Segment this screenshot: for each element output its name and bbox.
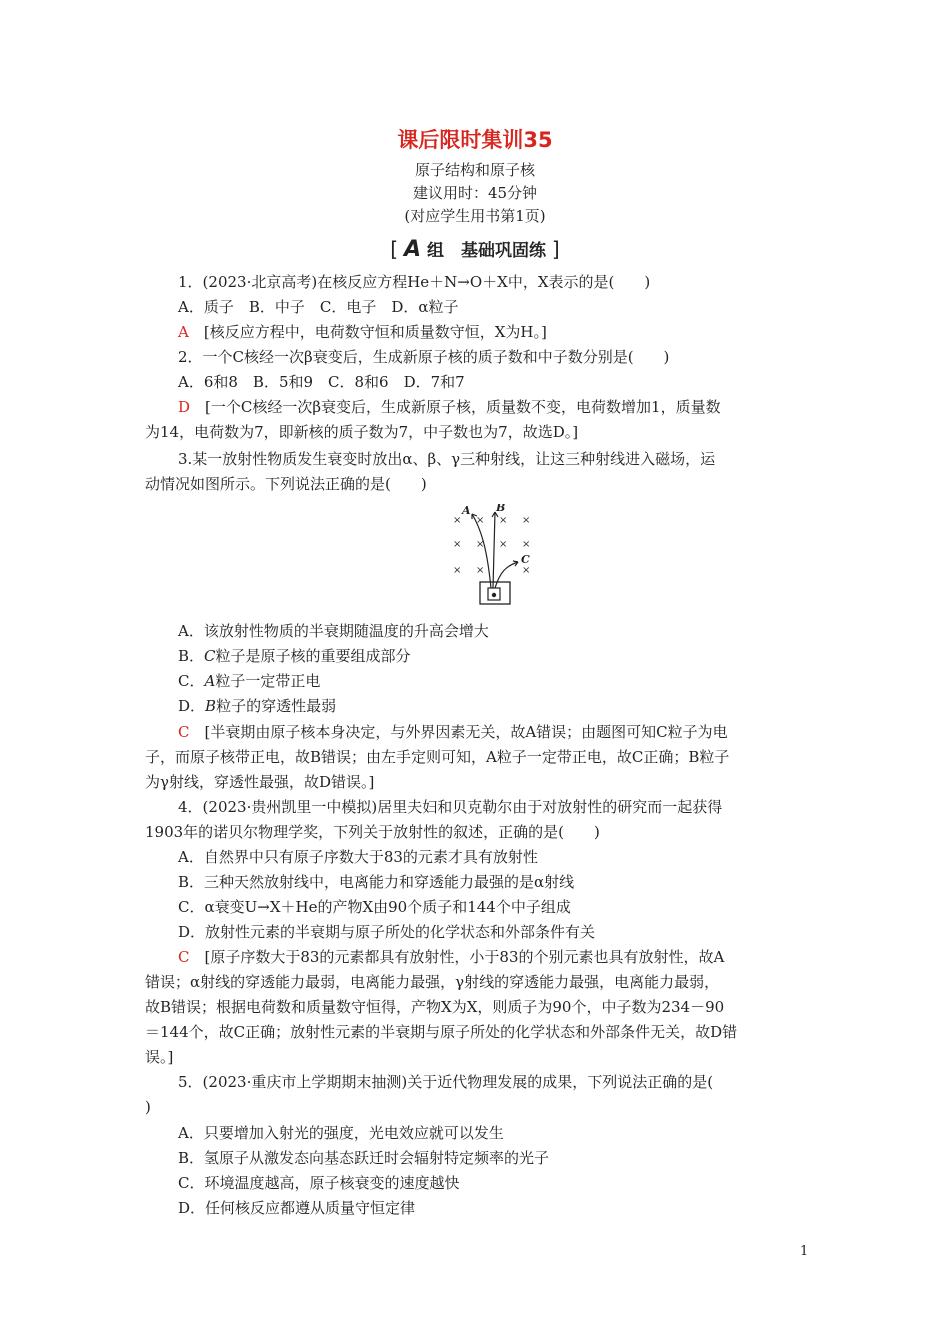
bracket-left: [ — [390, 237, 399, 261]
ray-b-label: B — [496, 504, 506, 514]
bracket-right: ] — [551, 237, 560, 261]
q3-explanation-3: 为γ射线，穿透性最强，故D错误。] — [145, 773, 375, 791]
q5-option-c: C．环境温度越高，原子核衰变的速度越快 — [178, 1174, 460, 1192]
q4-option-a: A．自然界中只有原子序数大于83的元素才具有放射性 — [178, 848, 538, 866]
q4-stem-1: 4．(2023·贵州凯里一中模拟)居里夫妇和贝克勒尔由于对放射性的研究而一起获得 — [178, 798, 723, 816]
group-heading — [0, 236, 950, 262]
field-cross: × — [522, 515, 531, 526]
q3-stem-2: 动情况如图所示。下列说法正确的是( ) — [145, 475, 427, 493]
q3-option-c-var: A — [204, 672, 216, 690]
field-cross: × — [476, 539, 485, 550]
q1-explanation: [核反应方程中，电荷数守恒和质量数守恒，X为H。] — [188, 323, 547, 341]
field-cross: × — [453, 515, 462, 526]
q1-answer: A — [178, 323, 189, 341]
q2-explanation-1: [一个C核经一次β衰变后，生成新原子核，质量数不变，电荷数增加1，质量数 — [190, 398, 721, 416]
q2-explanation-2: 为14，电荷数为7，即新核的质子数为7，中子数也为7，故选D。] — [145, 423, 579, 441]
page-title: 课后限时集训35 — [397, 128, 553, 152]
field-cross: × — [476, 565, 485, 576]
ray-c-path — [495, 562, 518, 588]
q1-answer-line — [178, 322, 547, 342]
q3-option-c-text: 粒子一定带正电 — [215, 672, 321, 690]
q4-explanation-5: 误。] — [145, 1048, 174, 1066]
ray-a-label: A — [462, 504, 471, 517]
q5-stem-2: ) — [145, 1098, 151, 1116]
q4-option-d: D．放射性元素的半衰期与原子所处的化学状态和外部条件有关 — [178, 923, 596, 941]
q3-option-b-prefix: B． — [178, 647, 205, 665]
q3-option-d-prefix: D． — [178, 697, 206, 715]
q4-option-b: B．三种天然放射线中，电离能力和穿透能力最强的是α射线 — [178, 873, 575, 891]
q4-option-c: C．α衰变U→X＋He的产物X由90个质子和144个中子组成 — [178, 898, 571, 916]
ray-c-label: C — [521, 553, 530, 566]
q4-explanation-3: 故B错误；根据电荷数和质量数守恒得，产物X为X，则质子为90个，中子数为234－90 — [145, 998, 725, 1016]
q4-explanation-1: [原子序数大于83的元素都具有放射性，小于83的个别元素也具有放射性，故A — [189, 948, 725, 966]
time-hint: 建议用时：45分钟 — [412, 184, 538, 202]
q5-option-d: D．任何核反应都遵从质量守恒定律 — [178, 1199, 416, 1217]
radioactive-source — [492, 593, 496, 597]
field-cross: × — [453, 565, 462, 576]
q3-option-a: A．该放射性物质的半衰期随温度的升高会增大 — [178, 622, 489, 640]
q3-option-d-text: 粒子的穿透性最弱 — [216, 697, 337, 715]
q3-option-d — [178, 696, 336, 716]
q4-explanation-4: ＝144个，故C正确；放射性元素的半衰期与原子所处的化学状态和外部条件无关，故D错 — [145, 1023, 738, 1041]
q2-options: A．6和8 B．5和9 C．8和6 D．7和7 — [178, 373, 465, 391]
q3-explanation-1: [半衰期由原子核本身决定，与外界因素无关，故A错误；由题图可知C粒子为电 — [189, 723, 728, 741]
q3-explanation-2: 子，而原子核带正电，故B错误；由左手定则可知，A粒子一定带正电，故C正确；B粒子 — [145, 748, 730, 766]
q3-stem-1: 3.某一放射性物质发生衰变时放出α、β、γ三种射线，让这三种射线进入磁场，运 — [178, 450, 716, 468]
q3-option-d-var: B — [205, 697, 217, 715]
q5-option-a: A．只要增加入射光的强度，光电效应就可以发生 — [178, 1124, 504, 1142]
group-label: 组 基础巩固练 — [426, 241, 546, 261]
q1-options: A．质子 B．中子 C．电子 D．α粒子 — [178, 298, 459, 316]
q4-explanation-2: 错误；α射线的穿透能力最弱，电离能力最强，γ射线的穿透能力最强，电离能力最弱， — [145, 973, 720, 991]
q2-answer-line — [178, 397, 721, 417]
q4-answer-line — [178, 947, 724, 967]
q3-option-b-text: 粒子是原子核的重要组成部分 — [215, 647, 411, 665]
field-cross: × — [499, 539, 508, 550]
q3-answer-line — [178, 722, 728, 742]
field-cross: × — [476, 515, 485, 526]
q5-option-b: B．氢原子从激发态向基态跃迁时会辐射特定频率的光子 — [178, 1149, 550, 1167]
magnetic-field-figure — [450, 504, 540, 614]
q3-option-c-prefix: C． — [178, 672, 205, 690]
q3-option-b — [178, 646, 411, 666]
lead-box-outer — [480, 582, 510, 604]
ray-b-path — [493, 512, 495, 588]
q4-answer: C — [178, 948, 190, 966]
q2-stem: 2．一个C核经一次β衰变后，生成新原子核的质子数和中子数分别是( ) — [178, 348, 670, 366]
book-reference: (对应学生用书第1页) — [404, 207, 546, 225]
field-cross: × — [522, 565, 531, 576]
group-letter: A — [404, 237, 422, 262]
page-number: 1 — [800, 1244, 809, 1259]
q3-answer: C — [178, 723, 190, 741]
q5-stem-1: 5．(2023·重庆市上学期期末抽测)关于近代物理发展的成果，下列说法正确的是( — [178, 1073, 714, 1091]
field-cross: × — [453, 539, 462, 550]
subtitle: 原子结构和原子核 — [414, 161, 535, 179]
q1-stem: 1．(2023·北京高考)在核反应方程He＋N→O＋X中，X表示的是( ) — [178, 273, 651, 291]
q4-stem-2: 1903年的诺贝尔物理学奖，下列关于放射性的叙述，正确的是( ) — [145, 823, 600, 841]
field-cross: × — [522, 539, 531, 550]
q3-option-c — [178, 671, 320, 691]
q2-answer: D — [178, 398, 191, 416]
field-cross: × — [499, 515, 508, 526]
q3-option-b-var: C — [204, 647, 216, 665]
